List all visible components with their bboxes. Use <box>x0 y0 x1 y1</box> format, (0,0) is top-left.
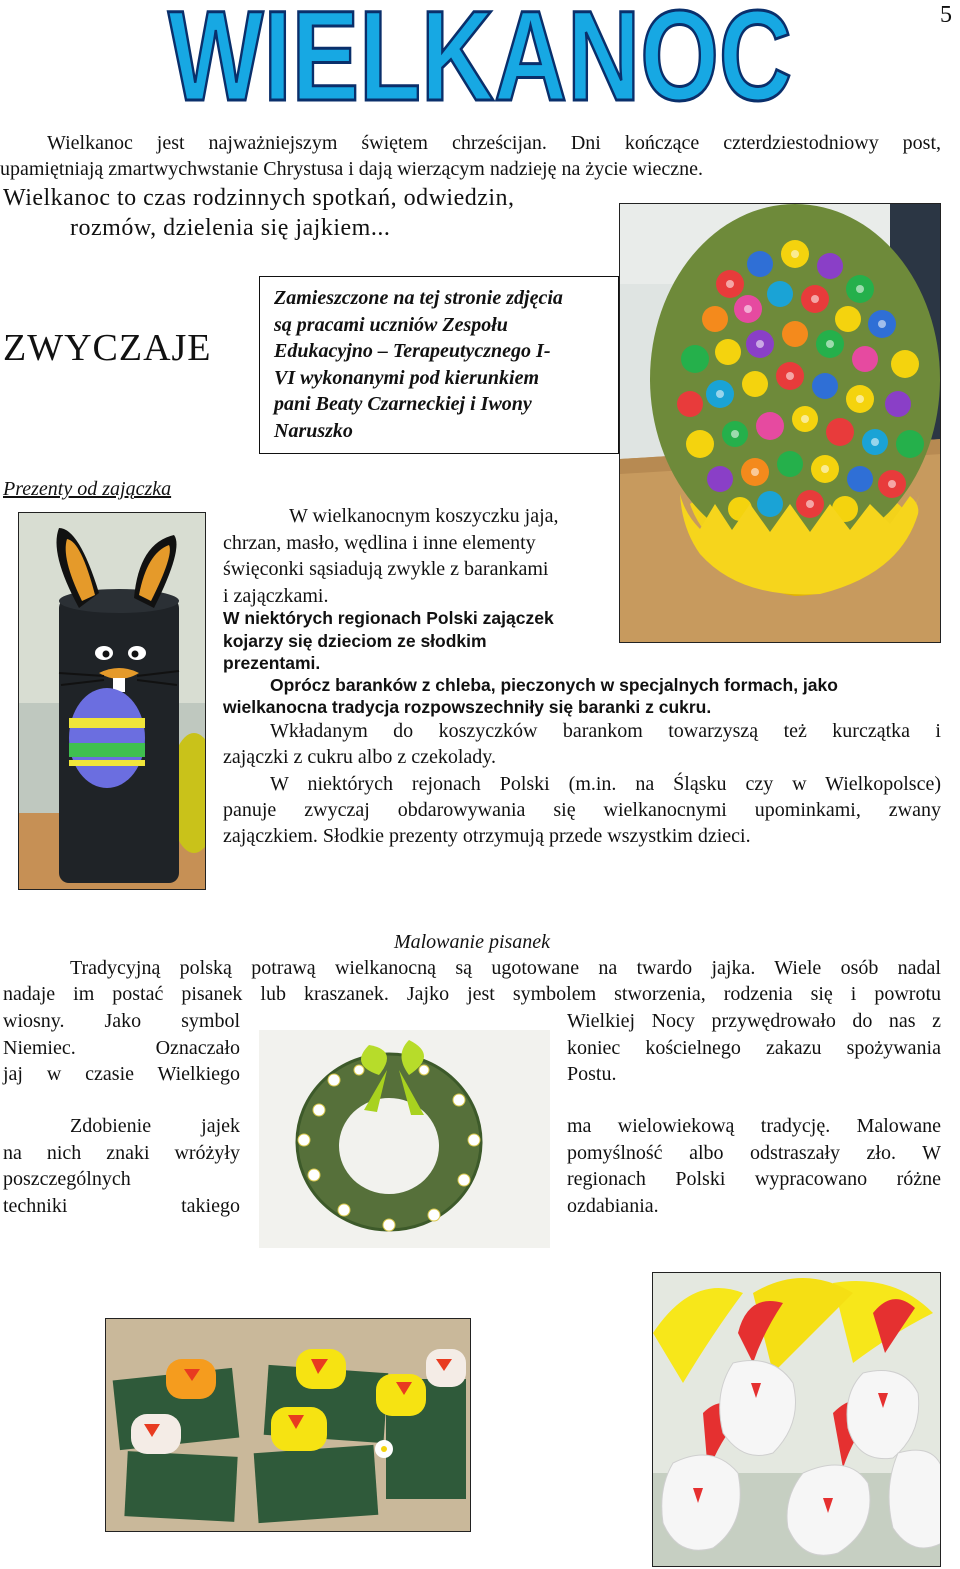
chicks-photo <box>105 1318 471 1532</box>
note-line: VI wykonanymi pod kierunkiem <box>274 366 540 389</box>
painting-left-line: wiosny. Jako symbol <box>3 1010 240 1032</box>
painting-right-line: Postu. <box>567 1063 617 1085</box>
gifts-line: święconki sąsiadują zwykle z barankami <box>223 558 549 580</box>
gifts-bold-line: prezentami. <box>223 653 321 673</box>
flower-egg-photo <box>619 203 941 643</box>
page-title-text: WIELKANOC <box>168 0 792 110</box>
bunny-tube-photo <box>18 512 206 890</box>
painting-line-1: Tradycyjną polską potrawą wielkanocną są ugotowane na twardo jajka. Wiele osób nadal <box>70 957 941 979</box>
gifts-para3-line1: W niektórych rejonach Polski (m.in. na Śląsku czy w Wielkopolsce) <box>270 773 941 795</box>
gifts-bold-line-wide-2: wielkanocna tradycja rozpowszechniły się baranki z cukru. <box>223 697 712 717</box>
intro-line-3: Wielkanoc to czas rodzinnych spotkań, odwiedzin, <box>3 185 515 211</box>
painting-left-line: jaj w czasie Wielkiego <box>3 1063 240 1085</box>
painting-right-line: koniec kościelnego zakazu spożywania <box>567 1036 941 1059</box>
gifts-para2-line2: zajączki z cukru albo z czekolady. <box>223 746 496 768</box>
painting-right-column-2 <box>567 1113 941 1219</box>
gifts-bold-line: kojarzy się dzieciom ze słodkim <box>223 630 487 651</box>
gifts-para2-line1: Wkładanym do koszyczków barankom towarzyszą też kurczątka i <box>270 720 941 742</box>
painting-right-line: Wielkiej Nocy przywędrowało do nas z <box>567 1010 941 1032</box>
gifts-para3-line3: zajączkiem. Słodkie prezenty otrzymują przede wszystkim dzieci. <box>223 825 751 847</box>
painting-right-line: pomyślność albo odstraszały zło. W <box>567 1141 941 1164</box>
painting-left-line: Zdobienie jajek <box>70 1115 240 1137</box>
gifts-paragraph-1 <box>223 503 623 609</box>
credits-note-box <box>259 276 619 454</box>
page-number: 5 <box>940 2 952 28</box>
intro-line-2: upamiętniają zmartwychwstanie Chrystusa i dają wierzącym nadzieję na życie wieczne. <box>0 158 704 180</box>
painting-right-line: ma wielowiekową tradycję. Malowane <box>567 1115 941 1137</box>
painting-left-column <box>3 1008 240 1088</box>
intro-line-1: Wielkanoc jest najważniejszym świętem chrześcijan. Dni kończące czterdziestodniowy post, <box>47 132 941 154</box>
gifts-line: W wielkanocnym koszyczku jaja, <box>289 505 559 527</box>
customs-heading: ZWYCZAJE <box>3 327 212 369</box>
note-line: pani Beaty Czarneckiej i Iwony <box>274 393 532 415</box>
page-title <box>160 0 800 110</box>
note-line: są pracami uczniów Zespołu <box>274 313 508 336</box>
gifts-para3-line2: panuje zwyczaj obdarowywania się wielkanocnymi upominkami, zwany <box>223 799 941 821</box>
painting-right-line: ozdabiania. <box>567 1194 659 1217</box>
gifts-line: i zajączkami. <box>223 584 329 607</box>
gifts-bold-line: W niektórych regionach Polski zajączek <box>223 608 554 628</box>
wreath-photo <box>259 1030 550 1248</box>
intro-line-4: rozmów, dzielenia się jajkiem... <box>70 215 391 241</box>
painting-left-line: techniki takiego <box>3 1194 240 1217</box>
painting-left-line: Niemiec. Oznaczało <box>3 1036 240 1059</box>
painting-left-line: na nich znaki wróżyły <box>3 1141 240 1164</box>
gifts-bold-block <box>223 607 623 675</box>
painting-subheading: Malowanie pisanek <box>393 931 551 953</box>
painting-left-column-2 <box>3 1113 240 1219</box>
gifts-line: chrzan, masło, wędlina i inne elementy <box>223 531 536 554</box>
painting-right-column <box>567 1008 941 1088</box>
painting-line-2: nadaje im postać pisanek lub kraszanek. Jajko jest symbolem stworzenia, rodzenia się i powrotu <box>3 983 941 1005</box>
note-line: Zamieszczone na tej stronie zdjęcia <box>274 287 563 309</box>
note-line: Edukacyjno – Terapeutycznego I- <box>274 340 551 362</box>
gifts-subheading: Prezenty od zajączka <box>3 478 172 500</box>
chickens-photo <box>652 1272 941 1567</box>
gifts-bold-line-wide-1: Oprócz baranków z chleba, pieczonych w specjalnych formach, jako <box>270 675 838 695</box>
note-line: Naruszko <box>274 419 353 442</box>
painting-right-line: regionach Polski wypracowano różne <box>567 1168 941 1190</box>
painting-left-line: poszczególnych <box>3 1168 131 1190</box>
